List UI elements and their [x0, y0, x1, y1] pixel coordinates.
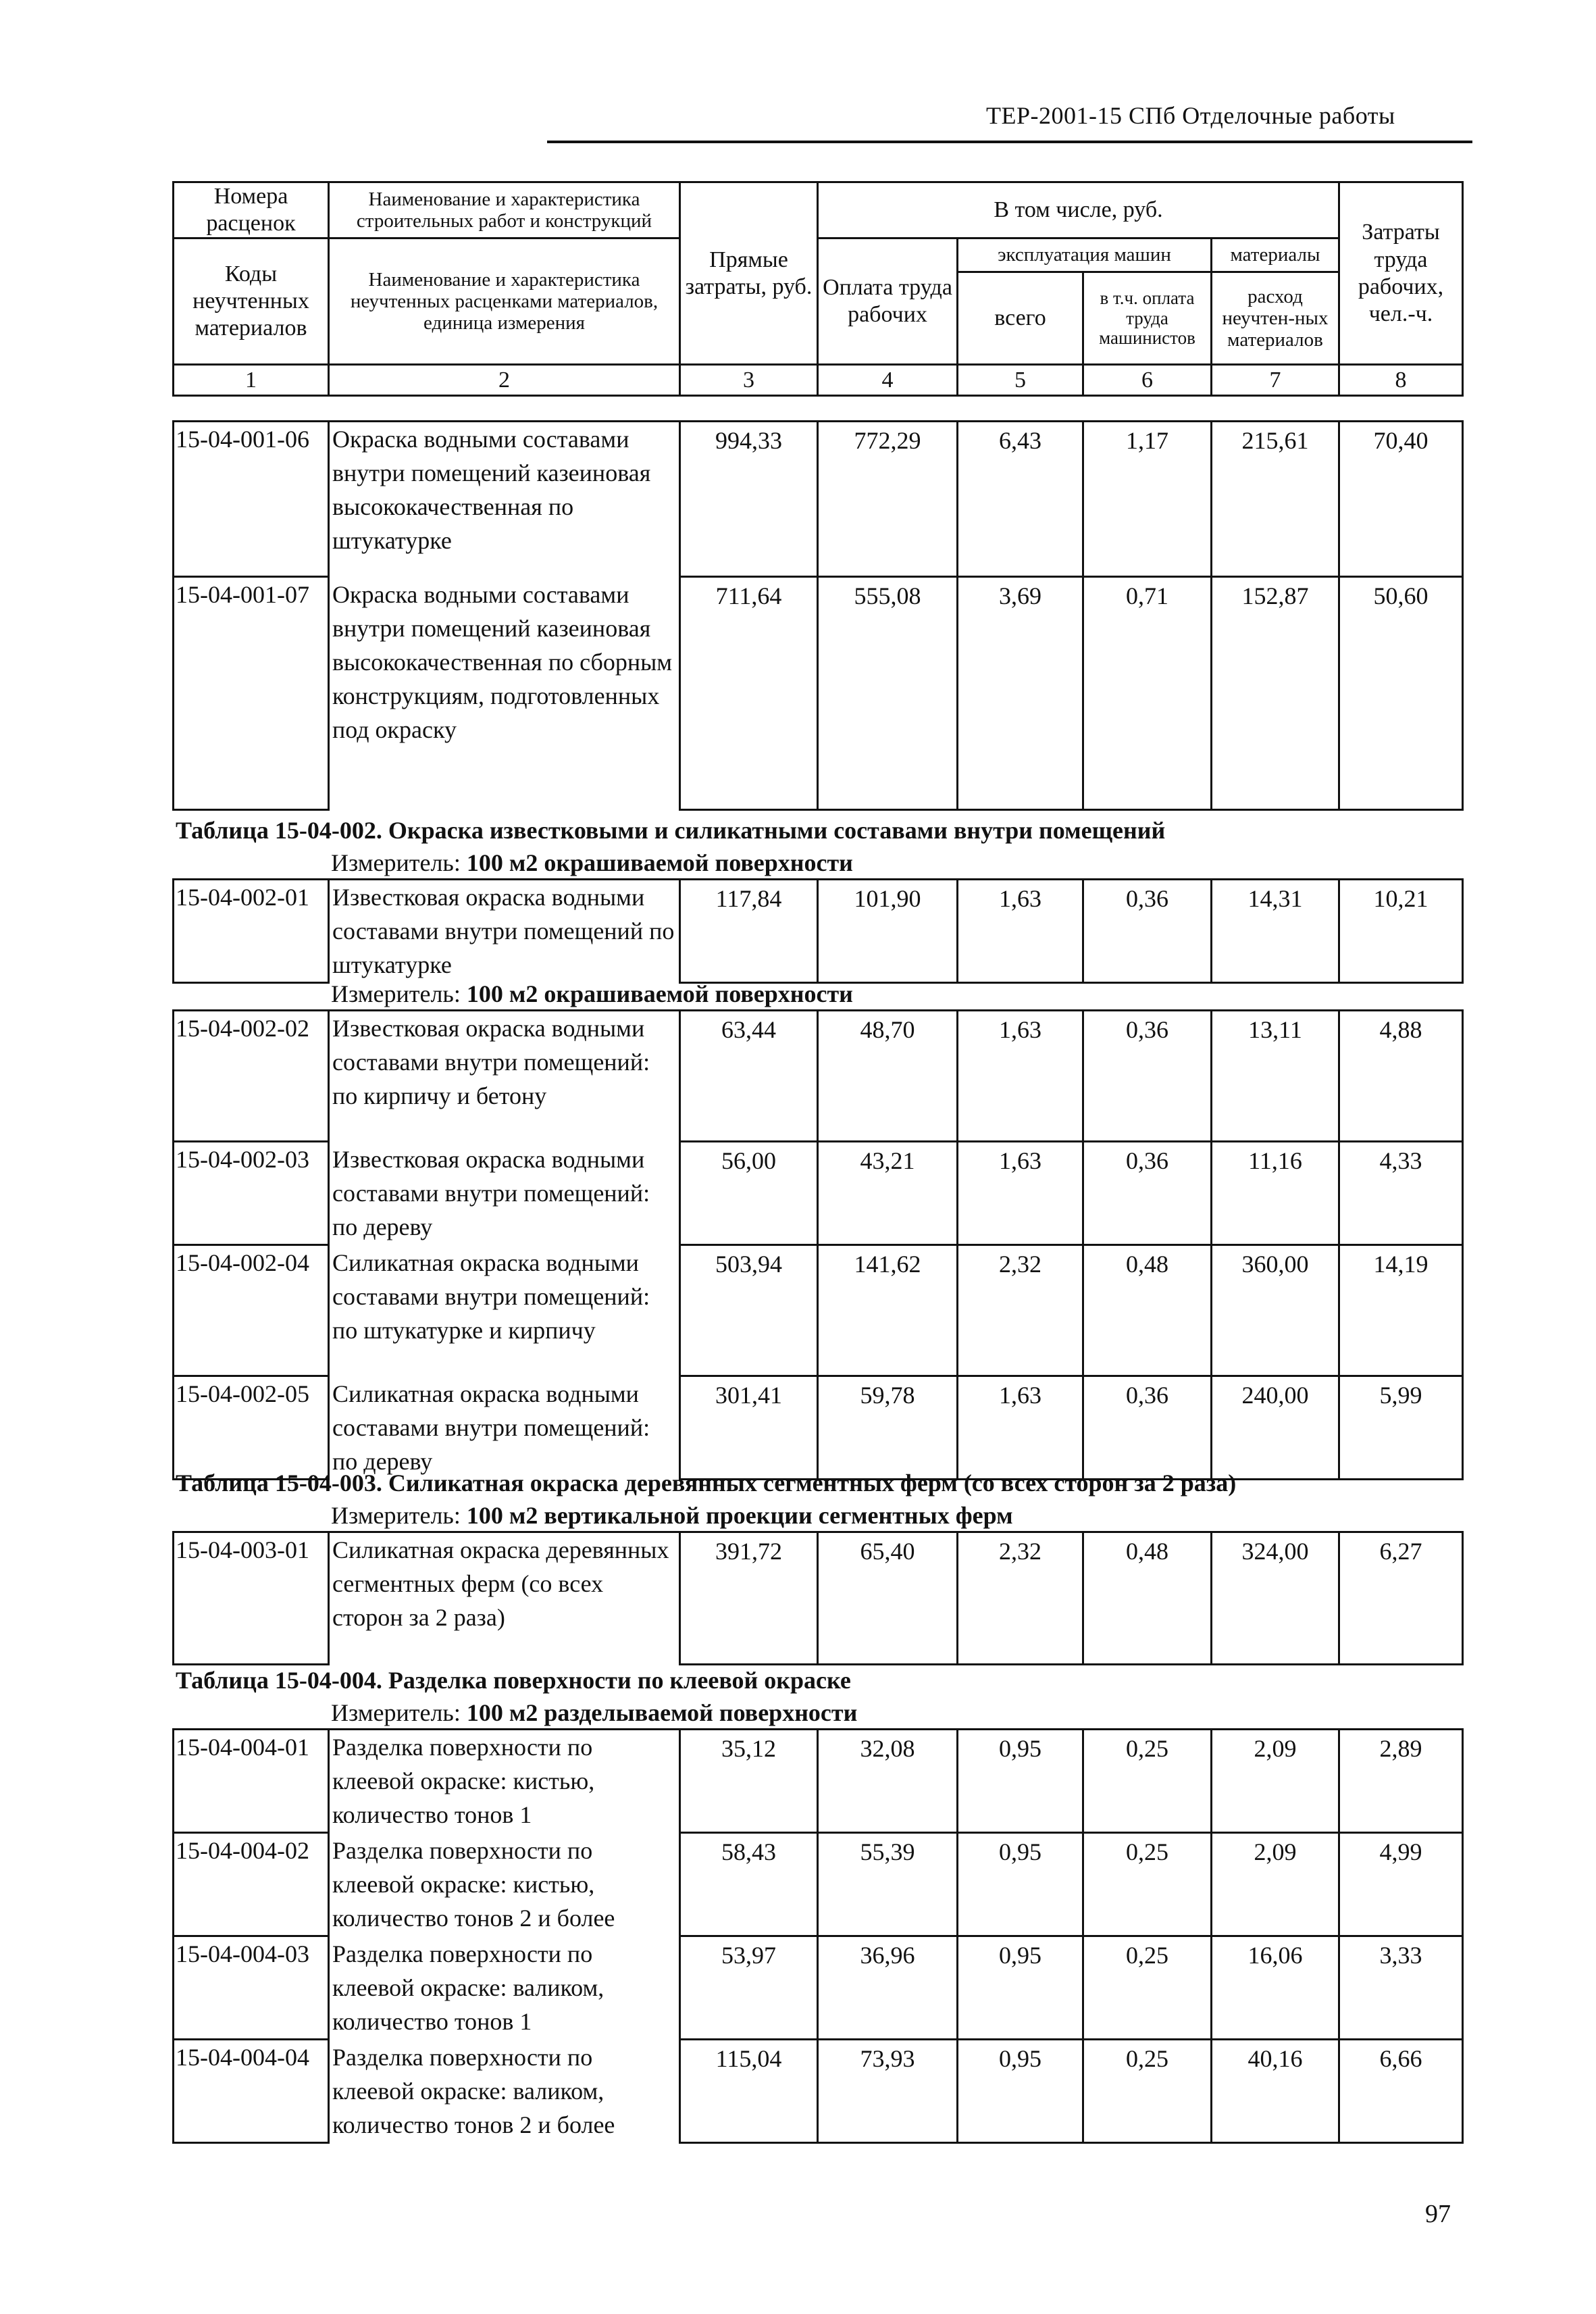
meter-label: Измеритель:	[331, 1502, 461, 1529]
work-name: Разделка поверхности по клеевой окраске: кистью, количество тонов 2 и более	[329, 1833, 680, 1936]
machines-cost: 2,32	[958, 1532, 1083, 1665]
labor-hours: 2,89	[1339, 1730, 1463, 1833]
table-row	[174, 1532, 1463, 1665]
col-number-6: 6	[1083, 365, 1212, 396]
operators-cost: 1,17	[1083, 422, 1212, 577]
rate-code: 15-04-001-06	[174, 422, 329, 577]
operators-cost: 0,71	[1083, 577, 1212, 810]
direct-cost: 53,97	[680, 1936, 818, 2040]
table-row	[174, 1011, 1463, 1142]
table-row	[174, 880, 1463, 983]
direct-cost: 35,12	[680, 1730, 818, 1833]
rates-table	[172, 1728, 1464, 2144]
table-row	[174, 577, 1463, 810]
meter-label: Измеритель:	[331, 980, 461, 1007]
labor-cost: 65,40	[818, 1532, 958, 1665]
operators-cost: 0,36	[1083, 1142, 1212, 1245]
rates-table	[172, 420, 1464, 811]
machines-cost: 1,63	[958, 1011, 1083, 1142]
labor-hours: 6,66	[1339, 2040, 1463, 2143]
table-row	[174, 1142, 1463, 1245]
table-row	[174, 1376, 1463, 1480]
work-name: Разделка поверхности по клеевой окраске: кистью, количество тонов 1	[329, 1730, 680, 1833]
col-unaccounted-materials-header: расход неучтен-ных материалов	[1212, 272, 1339, 365]
direct-cost: 56,00	[680, 1142, 818, 1245]
materials-cost: 240,00	[1212, 1376, 1339, 1480]
col-operators-header: в т.ч. оплата труда машинистов	[1083, 272, 1212, 365]
col-direct-header: Прямые затраты, руб.	[680, 182, 818, 365]
machines-cost: 2,32	[958, 1245, 1083, 1376]
meter-label: Измеритель:	[331, 1699, 461, 1726]
meter-label: Измеритель:	[331, 849, 461, 876]
work-name: Силикатная окраска водными составами внутри помещений: по дереву	[329, 1376, 680, 1480]
materials-cost: 360,00	[1212, 1245, 1339, 1376]
direct-cost: 63,44	[680, 1011, 818, 1142]
direct-cost: 301,41	[680, 1376, 818, 1480]
materials-cost: 2,09	[1212, 1730, 1339, 1833]
page-number: 97	[1425, 2200, 1451, 2228]
labor-hours: 50,60	[1339, 577, 1463, 810]
table-003-meter	[331, 1501, 1013, 1530]
labor-hours: 70,40	[1339, 422, 1463, 577]
table-004-caption: Таблица 15-04-004. Разделка поверхности по клеевой окраске	[176, 1667, 851, 1694]
labor-hours: 14,19	[1339, 1245, 1463, 1376]
work-name: Разделка поверхности по клеевой окраске: валиком, количество тонов 1	[329, 1936, 680, 2040]
table-row	[174, 1245, 1463, 1376]
header-rule	[547, 141, 1472, 143]
rate-code: 15-04-004-04	[174, 2040, 329, 2143]
rate-code: 15-04-004-01	[174, 1730, 329, 1833]
materials-cost: 14,31	[1212, 880, 1339, 983]
materials-cost: 2,09	[1212, 1833, 1339, 1936]
col-name-header: Наименование и характеристика строительных работ и конструкций	[329, 182, 680, 238]
work-name: Окраска водными составами внутри помещений казеиновая высококачественная по штукатурке	[329, 422, 680, 577]
rate-code: 15-04-002-02	[174, 1011, 329, 1142]
col-material-codes-header: Коды неучтенных материалов	[174, 238, 329, 365]
labor-cost: 141,62	[818, 1245, 958, 1376]
direct-cost: 994,33	[680, 422, 818, 577]
rates-table	[172, 878, 1464, 984]
work-name: Окраска водными составами внутри помещений казеиновая высококачественная по сборным конструкциям, подготовленных под окраску	[329, 577, 680, 810]
operators-cost: 0,25	[1083, 1833, 1212, 1936]
labor-cost: 43,21	[818, 1142, 958, 1245]
direct-cost: 711,64	[680, 577, 818, 810]
machines-cost: 0,95	[958, 2040, 1083, 2143]
labor-cost: 48,70	[818, 1011, 958, 1142]
machines-cost: 0,95	[958, 1833, 1083, 1936]
col-group-header: В том числе, руб.	[818, 182, 1339, 238]
table-row	[174, 422, 1463, 577]
col-materials-header: материалы	[1212, 238, 1339, 272]
labor-cost: 32,08	[818, 1730, 958, 1833]
materials-cost: 13,11	[1212, 1011, 1339, 1142]
direct-cost: 115,04	[680, 2040, 818, 2143]
table-row	[174, 1936, 1463, 2040]
operators-cost: 0,36	[1083, 880, 1212, 983]
col-number-8: 8	[1339, 365, 1463, 396]
labor-hours: 5,99	[1339, 1376, 1463, 1480]
operators-cost: 0,25	[1083, 1936, 1212, 2040]
labor-hours: 10,21	[1339, 880, 1463, 983]
rates-table	[172, 1531, 1464, 1665]
column-header-table	[172, 181, 1464, 397]
machines-cost: 3,69	[958, 577, 1083, 810]
direct-cost: 391,72	[680, 1532, 818, 1665]
labor-cost: 36,96	[818, 1936, 958, 2040]
machines-cost: 1,63	[958, 880, 1083, 983]
col-hours-header: Затраты труда рабочих, чел.-ч.	[1339, 182, 1463, 365]
labor-hours: 3,33	[1339, 1936, 1463, 2040]
labor-cost: 59,78	[818, 1376, 958, 1480]
block-002-b	[172, 1009, 1464, 1480]
machines-cost: 0,95	[958, 1730, 1083, 1833]
labor-hours: 6,27	[1339, 1532, 1463, 1665]
machines-cost: 0,95	[958, 1936, 1083, 2040]
materials-cost: 16,06	[1212, 1936, 1339, 2040]
col-number-5: 5	[958, 365, 1083, 396]
table-row	[174, 1730, 1463, 1833]
labor-cost: 555,08	[818, 577, 958, 810]
table-002-meter	[331, 849, 853, 877]
block-003	[172, 1531, 1464, 1665]
work-name: Известковая окраска водными составами внутри помещений: по дереву	[329, 1142, 680, 1245]
operators-cost: 0,25	[1083, 2040, 1212, 2143]
operators-cost: 0,36	[1083, 1011, 1212, 1142]
work-name: Силикатная окраска водными составами внутри помещений: по штукатурке и кирпичу	[329, 1245, 680, 1376]
meter-value: 100 м2 окрашиваемой поверхности	[466, 849, 853, 876]
operators-cost: 0,25	[1083, 1730, 1212, 1833]
rate-code: 15-04-004-03	[174, 1936, 329, 2040]
col-machines-header: эксплуатация машин	[958, 238, 1212, 272]
labor-hours: 4,99	[1339, 1833, 1463, 1936]
block-001	[172, 420, 1464, 811]
materials-cost: 152,87	[1212, 577, 1339, 810]
rate-code: 15-04-001-07	[174, 577, 329, 810]
operators-cost: 0,36	[1083, 1376, 1212, 1480]
block-004	[172, 1728, 1464, 2144]
direct-cost: 58,43	[680, 1833, 818, 1936]
rates-table	[172, 1009, 1464, 1480]
work-name: Силикатная окраска деревянных сегментных ферм (со всех сторон за 2 раза)	[329, 1532, 680, 1665]
machines-cost: 1,63	[958, 1376, 1083, 1480]
rate-code: 15-04-003-01	[174, 1532, 329, 1665]
materials-cost: 40,16	[1212, 2040, 1339, 2143]
meter-value: 100 м2 вертикальной проекции сегментных ферм	[466, 1502, 1013, 1529]
col-number-4: 4	[818, 365, 958, 396]
direct-cost: 503,94	[680, 1245, 818, 1376]
labor-cost: 73,93	[818, 2040, 958, 2143]
table-002-meter-2	[331, 980, 853, 1008]
machines-cost: 1,63	[958, 1142, 1083, 1245]
labor-hours: 4,33	[1339, 1142, 1463, 1245]
table-002-caption: Таблица 15-04-002. Окраска известковыми и силикатными составами внутри помещений	[176, 817, 1166, 844]
col-material-name-header: Наименование и характеристика неучтенных расценками материалов, единица измерения	[329, 238, 680, 365]
table-003-caption: Таблица 15-04-003. Силикатная окраска деревянных сегментных ферм (со всех сторон за 2 раза)	[176, 1469, 1237, 1496]
rate-code: 15-04-002-04	[174, 1245, 329, 1376]
col-codes-header: Номера расценок	[174, 182, 329, 238]
col-number-1: 1	[174, 365, 329, 396]
meter-value: 100 м2 окрашиваемой поверхности	[466, 980, 853, 1007]
col-machines-total-header: всего	[958, 272, 1083, 365]
operators-cost: 0,48	[1083, 1532, 1212, 1665]
materials-cost: 215,61	[1212, 422, 1339, 577]
rate-code: 15-04-002-01	[174, 880, 329, 983]
direct-cost: 117,84	[680, 880, 818, 983]
materials-cost: 324,00	[1212, 1532, 1339, 1665]
col-number-7: 7	[1212, 365, 1339, 396]
machines-cost: 6,43	[958, 422, 1083, 577]
rate-code: 15-04-004-02	[174, 1833, 329, 1936]
block-002-a	[172, 878, 1464, 984]
column-number-row	[174, 365, 1463, 396]
rate-code: 15-04-002-05	[174, 1376, 329, 1480]
col-labor-header: Оплата труда рабочих	[818, 238, 958, 365]
labor-hours: 4,88	[1339, 1011, 1463, 1142]
table-row	[174, 2040, 1463, 2143]
col-number-2: 2	[329, 365, 680, 396]
table-004-meter	[331, 1699, 857, 1727]
operators-cost: 0,48	[1083, 1245, 1212, 1376]
rate-code: 15-04-002-03	[174, 1142, 329, 1245]
labor-cost: 101,90	[818, 880, 958, 983]
page-header: ТЕР-2001-15 СПб Отделочные работы	[986, 102, 1395, 129]
work-name: Разделка поверхности по клеевой окраске: валиком, количество тонов 2 и более	[329, 2040, 680, 2143]
labor-cost: 772,29	[818, 422, 958, 577]
materials-cost: 11,16	[1212, 1142, 1339, 1245]
work-name: Известковая окраска водными составами внутри помещений: по кирпичу и бетону	[329, 1011, 680, 1142]
col-number-3: 3	[680, 365, 818, 396]
table-row	[174, 1833, 1463, 1936]
labor-cost: 55,39	[818, 1833, 958, 1936]
meter-value: 100 м2 разделываемой поверхности	[466, 1699, 858, 1726]
work-name: Известковая окраска водными составами внутри помещений по штукатурке	[329, 880, 680, 983]
